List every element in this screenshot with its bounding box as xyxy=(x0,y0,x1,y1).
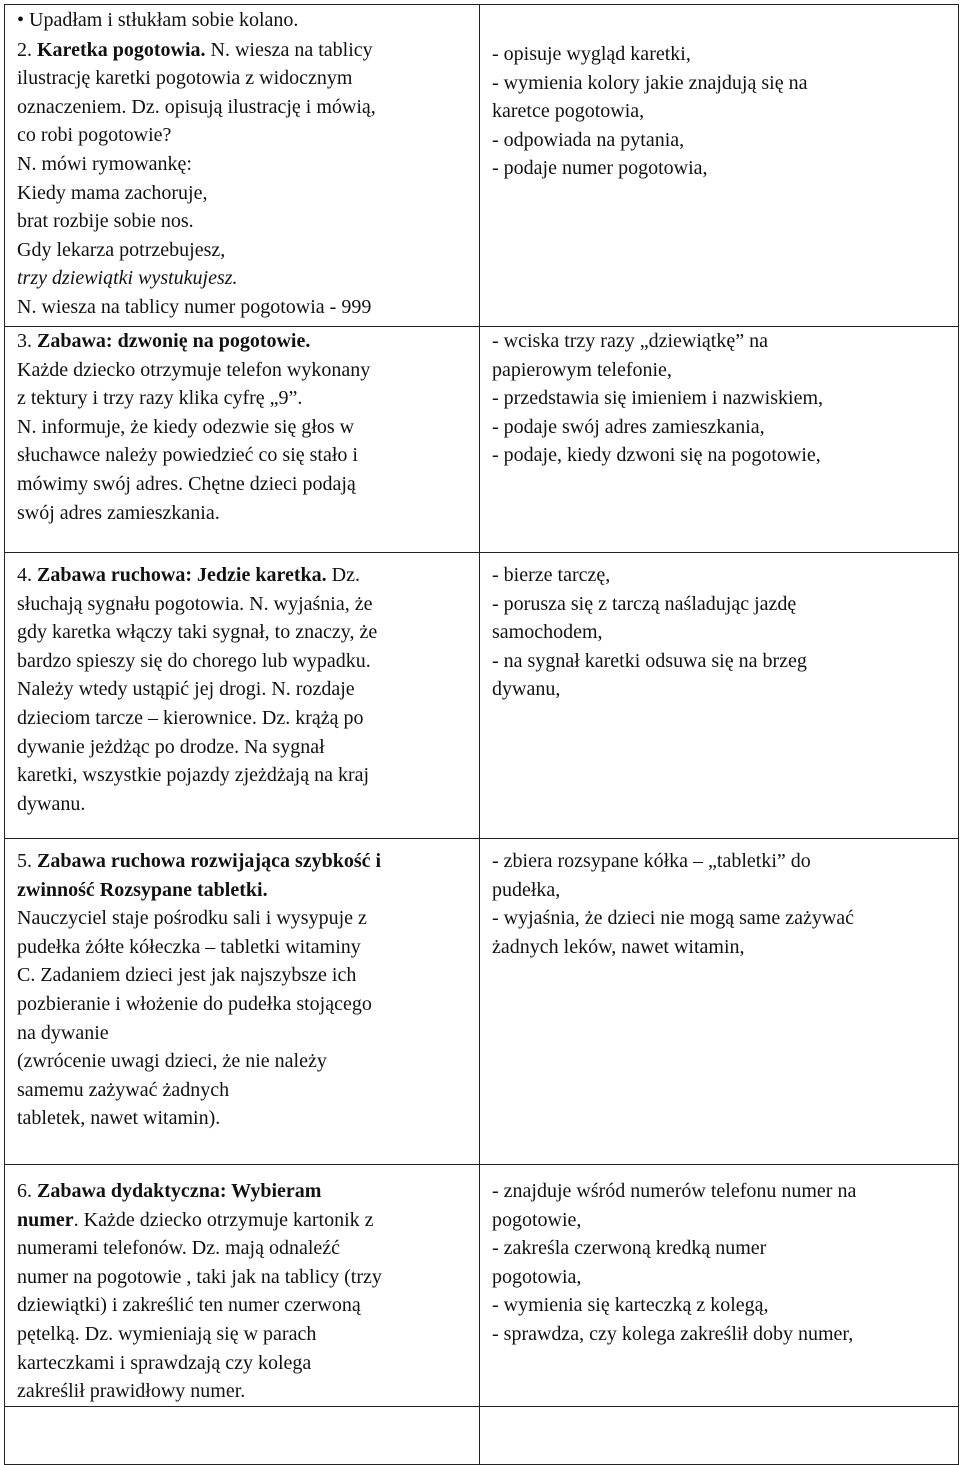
text-line: - zbiera rozsypane kółka – „tabletki” do xyxy=(492,850,811,872)
table-row xyxy=(5,5,959,327)
section-heading-line xyxy=(17,847,471,876)
rhyme-line: brat rozbije sobie nos. xyxy=(17,210,194,233)
text-line: karetce pogotowia, xyxy=(492,100,645,123)
text-line: gdy karetka włączy taki sygnał, to znaczy, że xyxy=(17,621,378,644)
text-fragment: Dz. xyxy=(326,564,360,586)
table-row xyxy=(5,327,959,553)
text-line: dzieciom tarcze – kierownice. Dz. krążą po xyxy=(17,706,364,729)
section-title: Zabawa ruchowa: Jedzie karetka. xyxy=(37,564,327,586)
section-heading-line xyxy=(17,327,471,356)
section-number: 3. xyxy=(17,330,37,352)
text-line: na dywanie xyxy=(17,1021,109,1044)
text-line: - wyjaśnia, że dzieci nie mogą same zażywać xyxy=(492,907,855,930)
rhyme-line: Kiedy mama zachoruje, xyxy=(17,181,208,204)
text-line: karetki, wszystkie pojazdy zjeżdżają na kraj xyxy=(17,764,370,787)
section-title-continued: zwinność Rozsypane tabletki. xyxy=(17,878,268,901)
text-line: pudełka, xyxy=(492,878,561,901)
text-line: mówimy swój adres. Chętne dzieci podają xyxy=(17,472,356,495)
lesson-plan-table xyxy=(4,4,959,1465)
text-line: pogotowie, xyxy=(492,1208,582,1231)
section-heading-line xyxy=(17,36,471,65)
text-line: - przedstawia się imieniem i nazwiskiem, xyxy=(492,387,824,410)
text-line: - sprawdza, czy kolega zakreślił doby numer, xyxy=(492,1322,854,1345)
text-line: - wciska trzy razy „dziewiątkę” na xyxy=(492,330,768,352)
section-heading-line xyxy=(17,1177,471,1206)
text-line: N. wiesza na tablicy numer pogotowia - 999 xyxy=(17,295,372,318)
text-line: - wymienia się karteczką z kolegą, xyxy=(492,1294,769,1317)
section-title: Zabawa ruchowa rozwijająca szybkość i xyxy=(37,850,382,872)
section-title-continued: numer xyxy=(17,1208,74,1231)
text-line: - opisuje wygląd karetki, xyxy=(492,43,691,65)
section-heading-line xyxy=(17,561,471,590)
text-line: pętelką. Dz. wymieniają się w parach xyxy=(17,1322,317,1345)
text-line: - podaje numer pogotowia, xyxy=(492,157,708,180)
text-line: - porusza się z tarczą naśladując jazdę xyxy=(492,592,797,615)
activity-description-cell xyxy=(5,5,480,327)
text-line: dywanie jeżdżąc po drodze. Na sygnał xyxy=(17,735,325,758)
table-row xyxy=(5,553,959,839)
section-title: Karetka pogotowia. xyxy=(37,38,206,61)
text-line: słuchają sygnału pogotowia. N. wyjaśnia, że xyxy=(17,592,373,615)
text-line: N. mówi rymowankę: xyxy=(17,152,192,175)
text-fragment: N. wiesza na tablicy xyxy=(205,38,373,61)
child-activity-cell xyxy=(480,5,959,327)
activity-description-cell xyxy=(5,839,480,1165)
section-heading-line xyxy=(17,1206,471,1235)
text-line: dywanu. xyxy=(17,792,86,815)
text-line: (zwrócenie uwagi dzieci, że nie należy xyxy=(17,1050,327,1073)
section-number: 5. xyxy=(17,850,37,872)
text-line: - na sygnał karetki odsuwa się na brzeg xyxy=(492,649,807,672)
text-line: - znajduje wśród numerów telefonu numer na xyxy=(492,1180,857,1202)
text-line: dywanu, xyxy=(492,678,561,701)
text-line: karteczkami i sprawdzają czy kolega xyxy=(17,1351,312,1374)
text-line: - podaje, kiedy dzwoni się na pogotowie, xyxy=(492,444,821,467)
text-line: co robi pogotowie? xyxy=(17,124,172,147)
text-line: pozbieranie i włożenie do pudełka stojącego xyxy=(17,992,372,1015)
text-line: C. Zadaniem dzieci jest jak najszybsze ich xyxy=(17,964,357,987)
text-line: samemu zażywać żadnych xyxy=(17,1078,230,1101)
empty-cell xyxy=(5,1406,480,1464)
child-activity-cell xyxy=(480,553,959,839)
text-line: - odpowiada na pytania, xyxy=(492,128,685,151)
text-line: słuchawce należy powiedzieć co się stało i xyxy=(17,444,358,467)
text-line: numerami telefonów. Dz. mają odnaleźć xyxy=(17,1237,341,1260)
section-title: Zabawa: dzwonię na pogotowie. xyxy=(37,330,311,352)
activity-description-cell xyxy=(5,1165,480,1407)
text-line: ilustrację karetki pogotowia z widocznym xyxy=(17,67,353,90)
text-line: z tektury i trzy razy klika cyfrę „9”. xyxy=(17,387,303,410)
text-line: pogotowia, xyxy=(492,1265,582,1288)
text-line: Każde dziecko otrzymuje telefon wykonany xyxy=(17,358,371,381)
text-line: - podaje swój adres zamieszkania, xyxy=(492,415,765,438)
text-line: • Upadłam i stłukłam sobie kolano. xyxy=(17,9,299,31)
child-activity-cell xyxy=(480,1165,959,1407)
text-fragment: . Każde dziecko otrzymuje kartonik z xyxy=(73,1208,374,1231)
rhyme-line: trzy dziewiątki wystukujesz. xyxy=(17,267,238,290)
text-line: - zakreśla czerwoną kredką numer xyxy=(492,1237,767,1260)
rhyme-line: Gdy lekarza potrzebujesz, xyxy=(17,238,226,261)
text-line: pudełka żółte kółeczka – tabletki witaminy xyxy=(17,935,361,958)
section-number: 2. xyxy=(17,38,37,61)
empty-cell xyxy=(480,1406,959,1464)
text-line: bardzo spieszy się do chorego lub wypadku. xyxy=(17,649,371,672)
text-line: Nauczyciel staje pośrodku sali i wysypuje z xyxy=(17,907,367,930)
section-title: Zabawa dydaktyczna: Wybieram xyxy=(37,1180,322,1202)
table-row-empty xyxy=(5,1406,959,1464)
text-line: zakreślił prawidłowy numer. xyxy=(17,1380,246,1403)
section-number: 4. xyxy=(17,564,37,586)
text-line: dziewiątki) i zakreślić ten numer czerwoną xyxy=(17,1294,361,1317)
text-line: papierowym telefonie, xyxy=(492,358,672,381)
text-line: tabletek, nawet witamin). xyxy=(17,1107,221,1130)
section-number: 6. xyxy=(17,1180,37,1202)
table-row xyxy=(5,1165,959,1407)
text-line: N. informuje, że kiedy odezwie się głos w xyxy=(17,415,355,438)
text-line: swój adres zamieszkania. xyxy=(17,501,220,524)
table-row xyxy=(5,839,959,1165)
text-line: Należy wtedy ustąpić jej drogi. N. rozdaje xyxy=(17,678,355,701)
child-activity-cell xyxy=(480,327,959,553)
text-line: - bierze tarczę, xyxy=(492,564,611,586)
activity-description-cell xyxy=(5,327,480,553)
activity-description-cell xyxy=(5,553,480,839)
text-line: samochodem, xyxy=(492,621,603,644)
text-line: - wymienia kolory jakie znajdują się na xyxy=(492,71,808,94)
child-activity-cell xyxy=(480,839,959,1165)
text-line: numer na pogotowie , taki jak na tablicy (trzy xyxy=(17,1265,382,1288)
text-line: żadnych leków, nawet witamin, xyxy=(492,935,745,958)
text-line: oznaczeniem. Dz. opisują ilustrację i mówią, xyxy=(17,95,376,118)
